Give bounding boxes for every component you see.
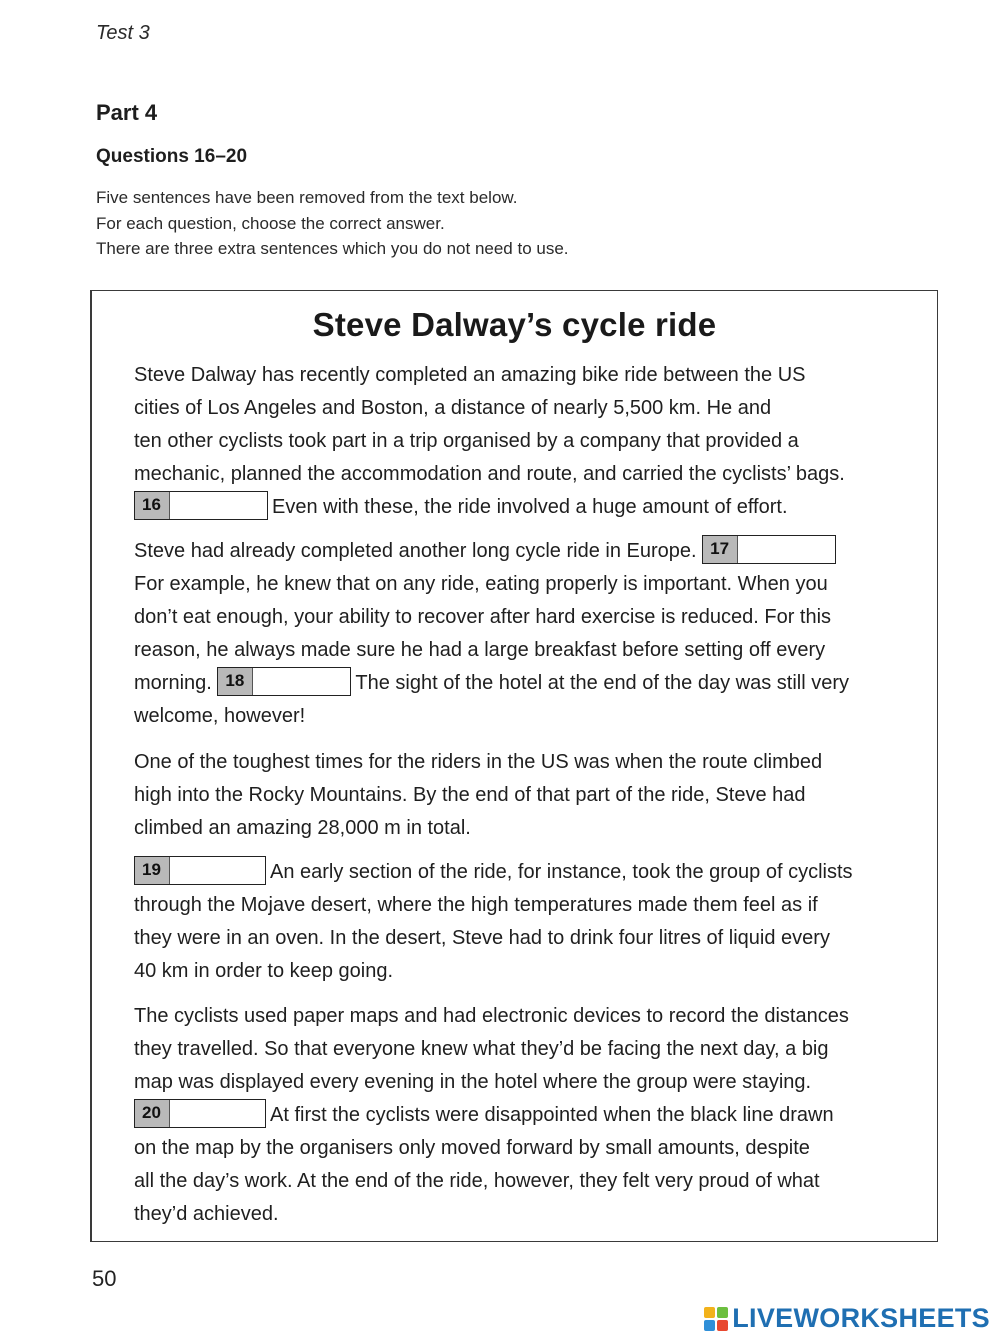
text-segment: An early section of the ride, for instance, took the group of cyclists [270,861,853,883]
text-line: ten other cyclists took part in a trip organised by a company that provided a [134,430,799,452]
part-title: Part 4 [96,100,158,125]
liveworksheets-logo-icon [704,1307,728,1331]
logo-square [717,1320,728,1331]
text-line: map was displayed every evening in the hotel where the group were staying. [134,1071,812,1093]
gap-number: 17 [703,536,738,563]
text-segment: At first the cyclists were disappointed when the black line drawn [270,1104,834,1126]
text-line: One of the toughest times for the riders in the US was when the route climbed [134,751,823,773]
text-line: all the day’s work. At the end of the ride, however, they felt very proud of what [134,1170,820,1192]
test-label: Test 3 [96,22,150,44]
gap-number: 16 [135,492,170,519]
text-line: they’d achieved. [134,1203,279,1225]
text-line: mechanic, planned the accommodation and route, and carried the cyclists’ bags. [134,463,845,485]
instruction-line: Five sentences have been removed from the text below. [96,188,518,207]
text-line: For example, he knew that on any ride, eating properly is important. When you [134,573,828,595]
text-segment: Steve had already completed another long cycle ride in Europe. [134,540,697,562]
answer-gap-18[interactable] [217,667,351,696]
text-line: The cyclists used paper maps and had electronic devices to record the distances [134,1005,849,1027]
logo-square [704,1320,715,1331]
answer-gap-19[interactable] [134,856,266,885]
answer-gap-20[interactable] [134,1099,266,1128]
article-title: Steve Dalway’s cycle ride [312,306,717,343]
text-line: cities of Los Angeles and Boston, a distance of nearly 5,500 km. He and [134,397,772,419]
text-line: reason, he always made sure he had a large breakfast before setting off every [134,639,826,661]
paragraph-4 [134,856,853,988]
gap-number: 19 [135,857,170,884]
text-line: they travelled. So that everyone knew what they’d be facing the next day, a big [134,1038,829,1060]
paragraph-5 [134,1000,849,1231]
instruction-line: For each question, choose the correct answer. [96,213,445,233]
text-line: 40 km in order to keep going. [134,960,394,982]
text-line: welcome, however! [134,705,306,727]
question-range: Questions 16–20 [96,146,248,167]
watermark-text: LIVEWORKSHEETS [732,1303,990,1333]
logo-square [704,1307,715,1318]
text-segment: morning. [134,672,212,694]
answer-gap-17[interactable] [702,535,836,564]
text-line: climbed an amazing 28,000 m in total. [134,817,471,839]
instructions [96,185,569,262]
text-segment: Even with these, the ride involved a huge amount of effort. [272,496,788,518]
instruction-line: There are three extra sentences which you do not need to use. [96,239,569,258]
text-segment: The sight of the hotel at the end of the day was still very [355,672,849,694]
gap-number: 18 [218,668,253,695]
page-number: 50 [92,1266,117,1291]
text-line: Steve Dalway has recently completed an amazing bike ride between the US [134,364,806,386]
logo-square [717,1307,728,1318]
text-line: don’t eat enough, your ability to recover after hard exercise is reduced. For this [134,606,832,628]
liveworksheets-watermark [704,1303,990,1334]
text-line: high into the Rocky Mountains. By the end of that part of the ride, Steve had [134,784,806,806]
text-line: through the Mojave desert, where the high temperatures made them feel as if [134,894,818,916]
gap-number: 20 [135,1100,170,1127]
paragraph-2 [134,535,849,733]
paragraph-3 [134,746,822,845]
article-box [90,290,938,1242]
paragraph-1 [134,359,845,524]
text-line: on the map by the organisers only moved forward by small amounts, despite [134,1137,810,1159]
answer-gap-16[interactable] [134,491,268,520]
text-line: they were in an oven. In the desert, Steve had to drink four litres of liquid every [134,927,830,949]
